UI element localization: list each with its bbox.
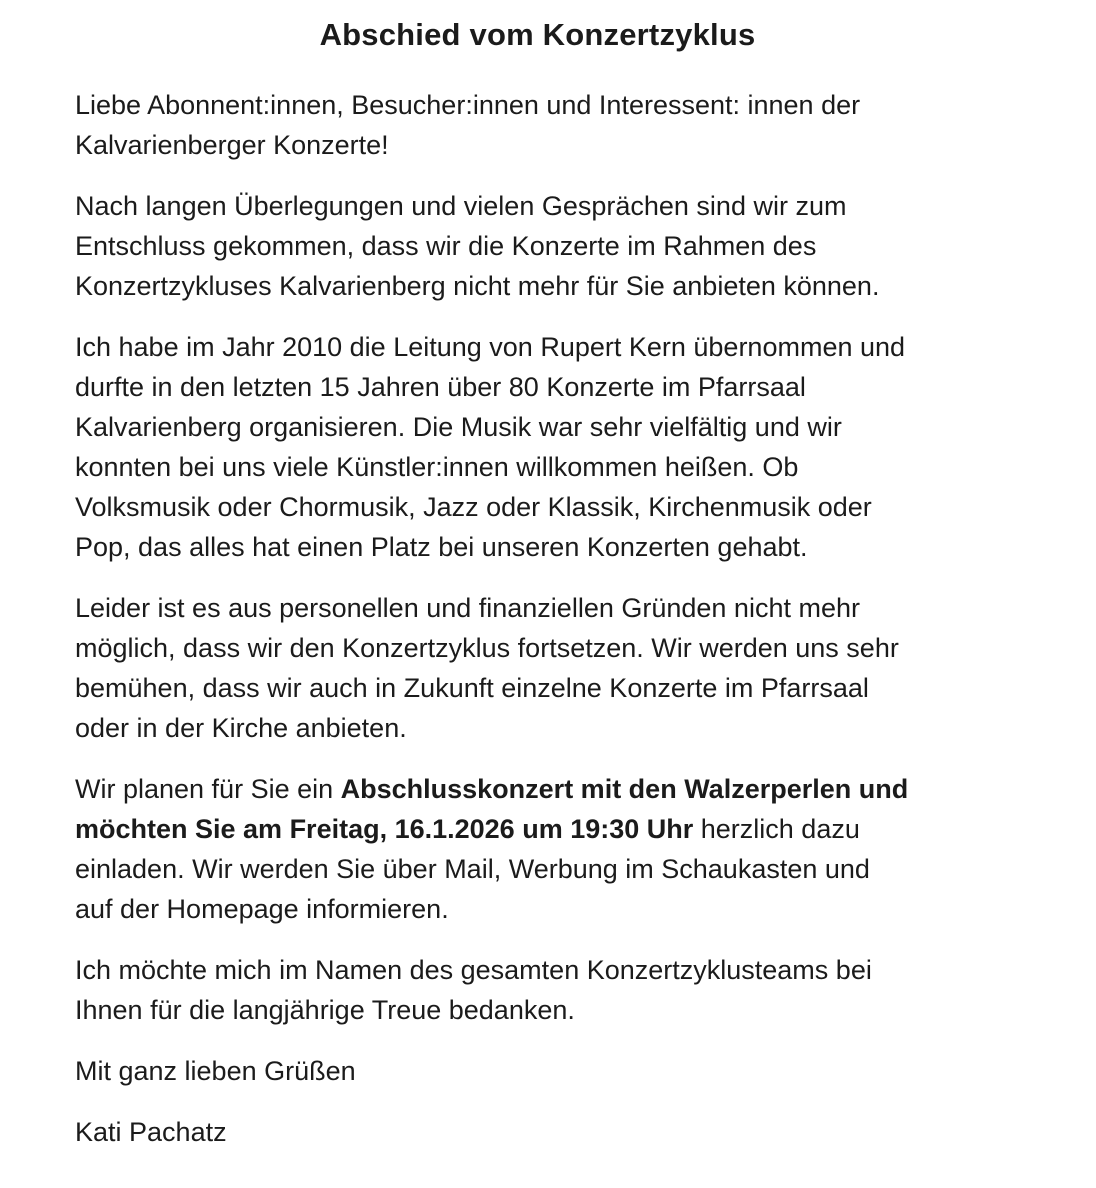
text-run: Liebe Abonnent:innen, Besucher:innen und Interessent: innen der xyxy=(75,90,861,120)
text-line xyxy=(75,950,1000,990)
text-line xyxy=(75,769,1000,809)
text-run: Ich habe im Jahr 2010 die Leitung von Rupert Kern übernommen und xyxy=(75,332,906,362)
text-run: einladen. Wir werden Sie über Mail, Werbung im Schaukasten und xyxy=(75,854,870,884)
text-line xyxy=(75,1112,1000,1152)
text-line xyxy=(75,628,1000,668)
text-run: möchten Sie am Freitag, 16.1.2026 um 19:30 Uhr xyxy=(75,814,694,844)
text-run: bemühen, dass wir auch in Zukunft einzelne Konzerte im Pfarrsaal xyxy=(75,673,869,703)
paragraph xyxy=(75,186,1000,306)
text-line xyxy=(75,990,1000,1030)
text-line xyxy=(75,85,1000,125)
text-run: durfte in den letzten 15 Jahren über 80 Konzerte im Pfarrsaal xyxy=(75,372,806,402)
text-line xyxy=(75,1051,1000,1091)
paragraph xyxy=(75,85,1000,165)
text-line xyxy=(75,487,1000,527)
paragraph xyxy=(75,588,1000,748)
text-run: Ich möchte mich im Namen des gesamten Konzertzyklusteams bei xyxy=(75,955,872,985)
text-run: Konzertzykluses Kalvarienberg nicht mehr für Sie anbieten können. xyxy=(75,271,880,301)
text-line xyxy=(75,407,1000,447)
text-run: Entschluss gekommen, dass wir die Konzerte im Rahmen des xyxy=(75,231,817,261)
text-run: Kalvarienberger Konzerte! xyxy=(75,130,389,160)
text-line xyxy=(75,367,1000,407)
text-run: herzlich dazu xyxy=(693,814,860,844)
text-run: Mit ganz lieben Grüßen xyxy=(75,1056,356,1086)
text-run: Leider ist es aus personellen und finanziellen Gründen nicht mehr xyxy=(75,593,860,623)
text-run: Nach langen Überlegungen und vielen Gesprächen sind wir zum xyxy=(75,191,847,221)
text-run: konnten bei uns viele Künstler:innen willkommen heißen. Ob xyxy=(75,452,799,482)
text-line xyxy=(75,889,1000,929)
text-line xyxy=(75,588,1000,628)
text-run: Abschlusskonzert mit den Walzerperlen und xyxy=(340,774,909,804)
text-line xyxy=(75,226,1000,266)
text-run: oder in der Kirche anbieten. xyxy=(75,713,407,743)
text-line xyxy=(75,708,1000,748)
paragraph xyxy=(75,1112,1000,1152)
text-run: Wir planen für Sie ein xyxy=(75,774,341,804)
text-line xyxy=(75,527,1000,567)
text-line xyxy=(75,849,1000,889)
text-line xyxy=(75,668,1000,708)
text-run: möglich, dass wir den Konzertzyklus fortsetzen. Wir werden uns sehr xyxy=(75,633,899,663)
text-line xyxy=(75,266,1000,306)
text-run: auf der Homepage informieren. xyxy=(75,894,449,924)
text-run: Volksmusik oder Chormusik, Jazz oder Klassik, Kirchenmusik oder xyxy=(75,492,872,522)
paragraph xyxy=(75,769,1000,929)
text-run: Kati Pachatz xyxy=(75,1117,227,1147)
text-line xyxy=(75,327,1000,367)
text-line xyxy=(75,125,1000,165)
text-run: Kalvarienberg organisieren. Die Musik war sehr vielfältig und wir xyxy=(75,412,842,442)
text-run: Pop, das alles hat einen Platz bei unseren Konzerten gehabt. xyxy=(75,532,808,562)
text-line xyxy=(75,447,1000,487)
text-line xyxy=(75,809,1000,849)
document-body xyxy=(75,85,1000,1152)
paragraph xyxy=(75,1051,1000,1091)
paragraph xyxy=(75,327,1000,567)
text-line xyxy=(75,186,1000,226)
page-title: Abschied vom Konzertzyklus xyxy=(319,17,756,52)
text-run: Ihnen für die langjährige Treue bedanken. xyxy=(75,995,575,1025)
paragraph xyxy=(75,950,1000,1030)
